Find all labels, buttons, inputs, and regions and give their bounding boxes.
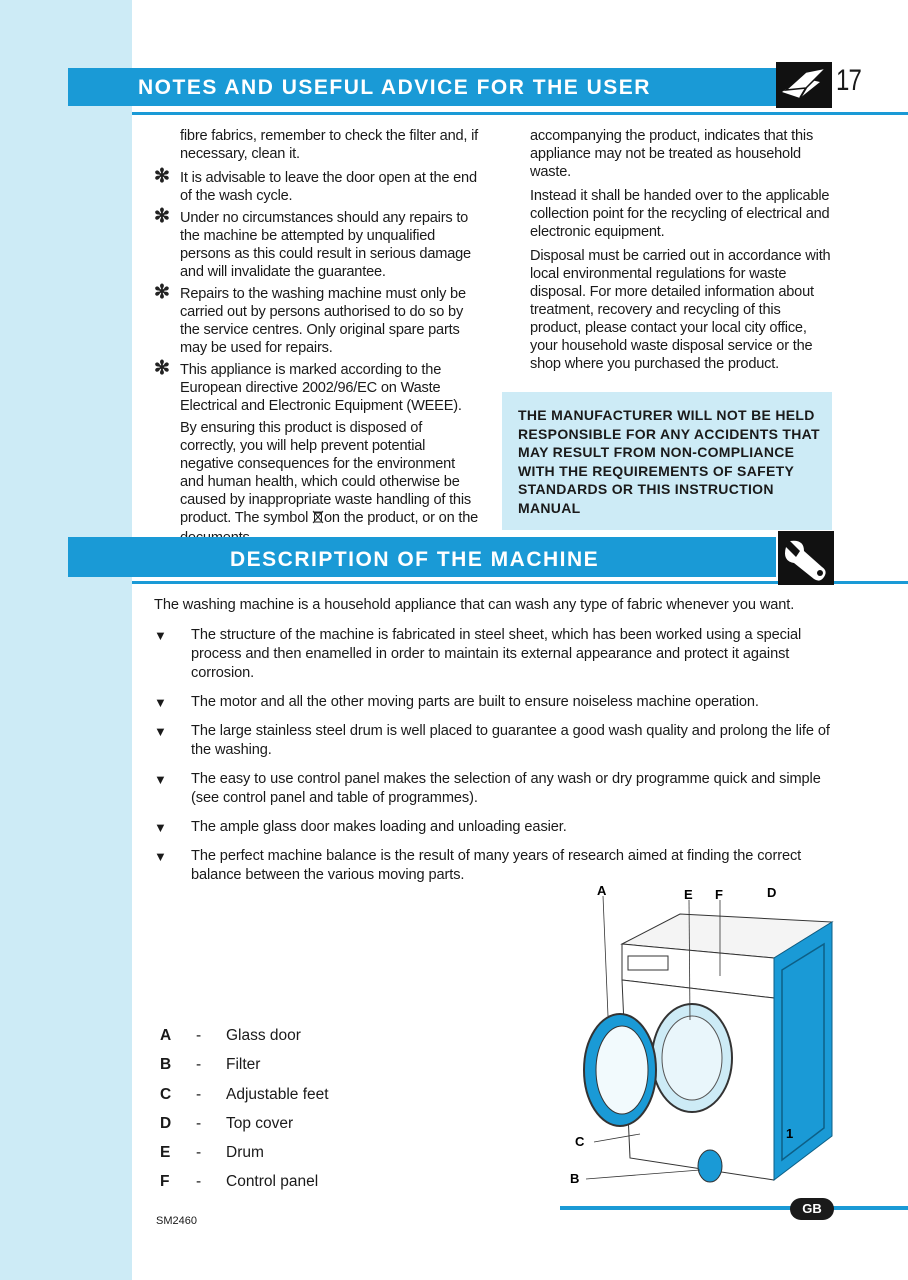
triangle-bullet-icon: ▼ [154, 724, 167, 739]
page-number: 17 [836, 64, 862, 97]
triangle-bullet-icon: ▼ [154, 772, 167, 787]
asterisk-bullet-icon: ✻ [154, 206, 170, 227]
triangle-bullet-icon: ▼ [154, 628, 167, 643]
right-paragraph: Instead it shall be handed over to the applicable collection point for the recycling of electrical and electronic equipment. [530, 188, 830, 240]
asterisk-bullet-icon: ✻ [154, 166, 170, 187]
filter-continuation: fibre fabrics, remember to check the filter and, if necessary, clean it. [180, 128, 479, 162]
warning-text: THE MANUFACTURER WILL NOT BE HELD RESPONSIBLE FOR ANY ACCIDENTS THAT MAY RESULT FROM NON-COMPLIANCE WITH THE REQUIREMENTS OF SAFETY STANDARDS OR THIS INSTRUCTION MANUAL [518, 407, 820, 516]
machine-description [154, 596, 834, 895]
advice-item: ✻ Under no circumstances should any repairs to the machine be attempted by unqualified persons as this could result in serious damage and will invalidate the guarantee. [154, 206, 471, 280]
diagram-label-b: B [570, 1171, 580, 1186]
washing-machine-diagram [560, 880, 850, 1200]
language-badge: GB [790, 1198, 834, 1220]
header-rule [132, 112, 908, 115]
crossed-bin-icon [312, 510, 324, 529]
diagram-label-f: F [715, 887, 723, 902]
warning-box [502, 392, 832, 530]
description-intro: The washing machine is a household appliance that can wash any type of fabric whenever you want. [154, 597, 795, 613]
triangle-bullet-icon: ▼ [154, 820, 167, 835]
advice-item: ✻ It is advisable to leave the door open at the end of the wash cycle. [154, 166, 477, 204]
diagram-label-d: D [767, 885, 777, 900]
document-code: SM2460 [156, 1215, 197, 1227]
triangle-bullet-icon: ▼ [154, 695, 167, 710]
weee-paragraph: By ensuring this product is disposed of correctly, you will help prevent potential negative consequences for the environment and human health, which could otherwise be caused by inappropriate waste handling of this product. The symbol on the product, or on the [152, 419, 482, 547]
notes-left-column [152, 127, 482, 553]
notes-right-column [530, 127, 832, 379]
diagram-label-1: 1 [786, 1126, 794, 1141]
right-paragraph: Disposal must be carried out in accordance with local environmental regulations for waste disposal. For more detailed information about treatment, recovery and recycling of this product, please contact your local city office, your household waste disposal service or the shop where you purchased the product. [530, 248, 831, 372]
description-bullet: ▼ The perfect machine balance is the result of many years of research aimed at finding the correct balance between the various moving parts. [154, 848, 802, 883]
wrench-icon [778, 531, 834, 585]
diagram-label-e: E [684, 887, 693, 902]
advice-item: ✻ Repairs to the washing machine must only be carried out by persons authorised to do so by the service centres. Only original spare parts may be used for repairs. [154, 282, 466, 356]
triangle-bullet-icon: ▼ [154, 849, 167, 864]
section-header-description: DESCRIPTION OF THE MACHINE [68, 537, 776, 577]
description-bullet: ▼ The ample glass door makes loading and unloading easier. [154, 819, 567, 835]
asterisk-bullet-icon: ✻ [154, 282, 170, 303]
asterisk-bullet-icon: ✻ [154, 358, 170, 379]
section-header-notes: NOTES AND USEFUL ADVICE FOR THE USER [68, 68, 776, 106]
description-bullet: ▼ The large stainless steel drum is well placed to guarantee a good wash quality and prolong the life of the washing. [154, 723, 830, 758]
diagram-label-c: C [575, 1134, 585, 1149]
page-margin-band [0, 0, 132, 1280]
footer-rule [560, 1206, 908, 1210]
description-bullet: ▼ The motor and all the other moving parts are built to ensure noiseless machine operation. [154, 694, 759, 710]
advice-item: ✻ This appliance is marked according to the European directive 2002/96/EC on Waste Electrical and Electronic Equipment (WEEE). [154, 358, 462, 414]
right-paragraph: accompanying the product, indicates that this appliance may not be treated as household waste. [530, 128, 814, 180]
book-icon [776, 62, 832, 108]
description-bullet: ▼ The easy to use control panel makes the selection of any wash or dry programme quick and simple (see control panel and table of programmes). [154, 771, 821, 806]
diagram-label-a: A [597, 883, 607, 898]
description-bullet: ▼ The structure of the machine is fabricated in steel sheet, which has been worked using a special process and then enamelled in order to maintain its external appearance and protect it against corrosion. [154, 627, 802, 681]
